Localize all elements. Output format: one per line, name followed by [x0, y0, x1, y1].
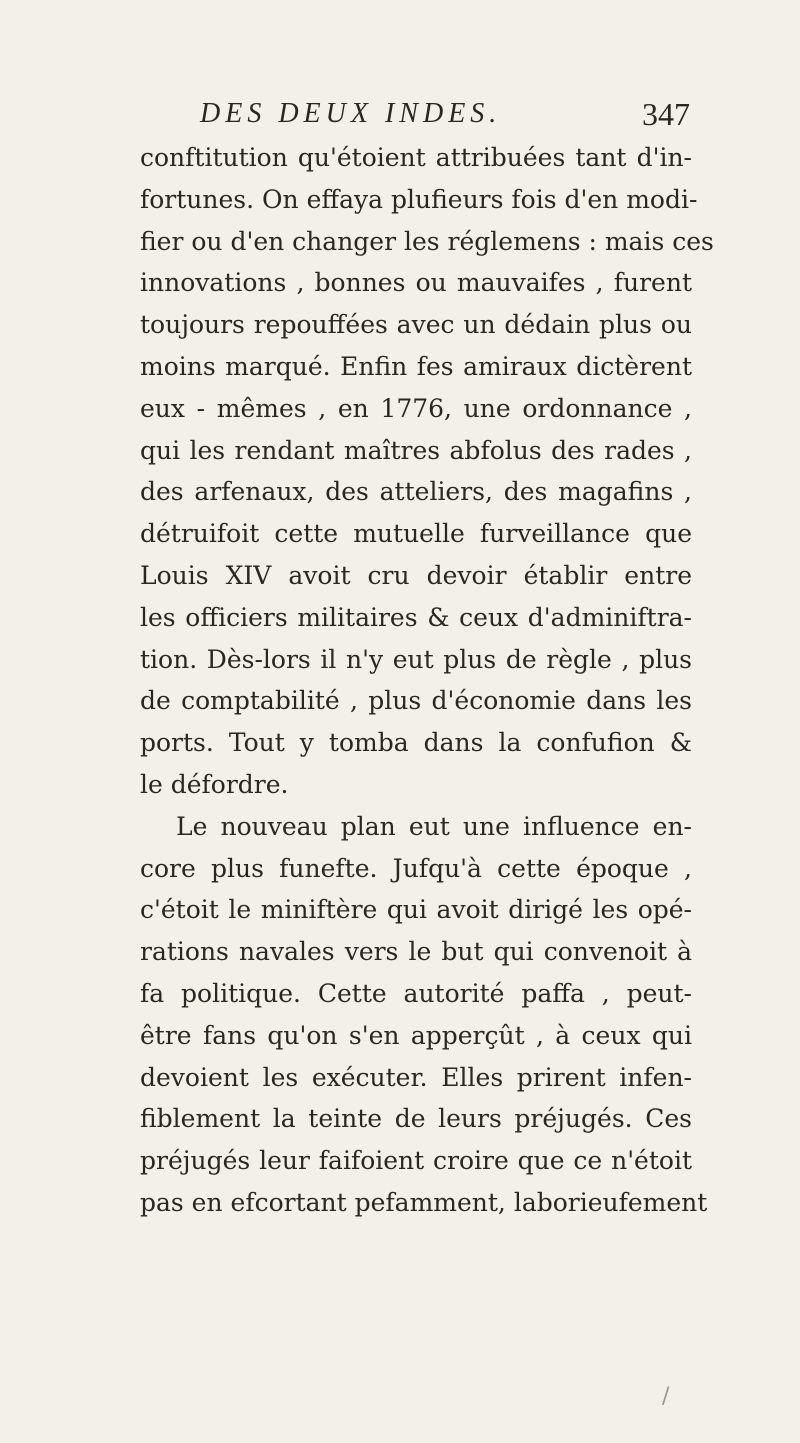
- text-line: être fans qu'on s'en apperçût , à ceux qui: [140, 1020, 692, 1050]
- text-line: des arfenaux, des atteliers, des magafins ,: [140, 477, 692, 507]
- text-line: moins marqué. Enfin fes amiraux dictèrent: [140, 351, 692, 381]
- text-line: ports. Tout y tomba dans la confufion &: [140, 728, 692, 758]
- text-line: Louis XIV avoit cru devoir établir entre: [140, 560, 692, 590]
- text-line: c'étoit le miniftère qui avoit dirigé les opé-: [140, 895, 692, 925]
- text-line: rations navales vers le but qui convenoit à: [140, 937, 692, 967]
- text-line: fiblement la teinte de leurs préjugés. Ces: [140, 1104, 692, 1134]
- text-line: préjugés leur faifoient croire que ce n'étoit: [140, 1146, 692, 1176]
- text-line: détruifoit cette mutuelle furveillance que: [140, 519, 692, 549]
- running-head: [200, 94, 690, 138]
- running-title: DES DEUX INDES.: [200, 98, 502, 129]
- page-number: 347: [642, 96, 690, 132]
- stray-mark: /: [662, 1384, 670, 1409]
- text-line: devoient les exécuter. Elles prirent infen-: [140, 1062, 692, 1092]
- text-line: fa politique. Cette autorité paffa , peut-: [140, 978, 692, 1008]
- text-line: le défordre.: [140, 769, 289, 799]
- text-line: qui les rendant maîtres abfolus des rades ,: [140, 435, 692, 465]
- text-line: fortunes. On effaya plufieurs fois d'en modi-: [140, 184, 698, 214]
- text-line: innovations , bonnes ou mauvaifes , furent: [140, 268, 692, 298]
- text-line: core plus funefte. Jufqu'à cette époque ,: [140, 853, 692, 883]
- text-line: de comptabilité , plus d'économie dans les: [140, 686, 692, 716]
- text-line: les officiers militaires & ceux d'adminiftra-: [140, 602, 692, 632]
- text-line: conftitution qu'étoient attribuées tant d'in-: [140, 143, 692, 172]
- text-line: tion. Dès-lors il n'y eut plus de règle , plus: [140, 644, 692, 674]
- text-line: Le nouveau plan eut une influence en-: [176, 811, 692, 841]
- text-line: toujours repouffées avec un dédain plus ou: [140, 310, 692, 340]
- text-line: pas en efcortant pefamment, laborieufement: [140, 1187, 708, 1217]
- body-text: [140, 137, 714, 1224]
- text-line: eux - mêmes , en 1776, une ordonnance ,: [140, 393, 692, 423]
- text-line: fier ou d'en changer les réglemens : mais ces: [140, 226, 714, 256]
